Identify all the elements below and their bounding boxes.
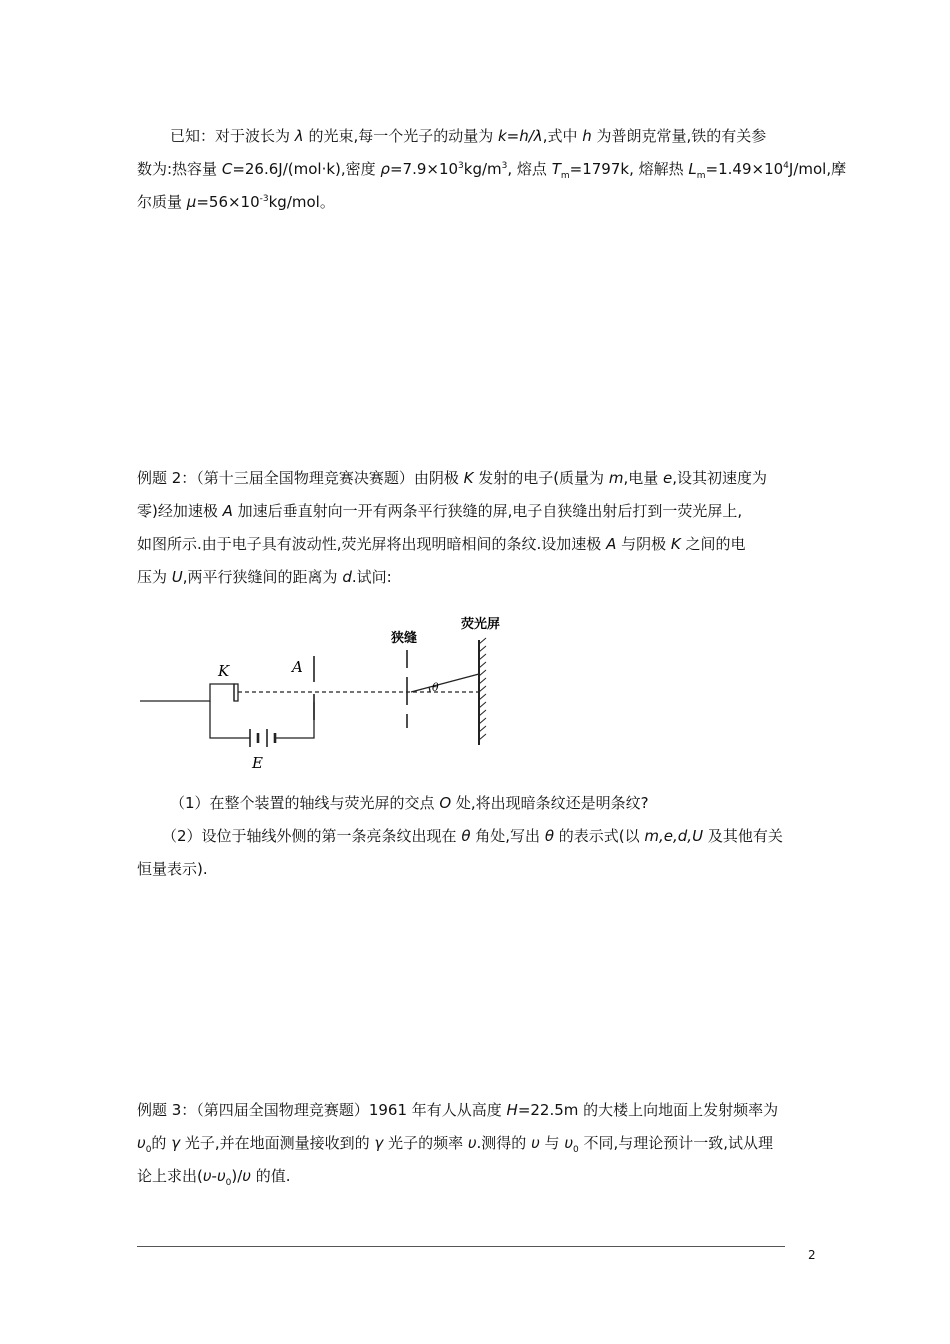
superscript: 3 [501,161,508,171]
text-run: ,电量 [623,469,663,487]
example2-line-2 [137,495,817,528]
text-run: 如图所示.由于电子具有波动性,荧光屏将出现明暗相间的条纹.设加速极 [137,535,607,553]
symbols-m-e-d-U: m,e,d,U [644,827,704,845]
circuit-wire-left [210,701,250,738]
example2-line-3 [137,528,817,561]
theta-arc [429,687,430,692]
text-run: 已知：对于波长为 [170,127,295,145]
text-run: - [211,1167,217,1185]
symbol-mu: μ [186,193,197,211]
label-slit: 狭缝 [391,631,418,646]
example3-line-3 [137,1160,817,1193]
text-run: 的 [151,1134,172,1152]
superscript: -3 [259,194,269,204]
text-run: 的光束,每一个光子的动量为 [303,127,498,145]
text-run: 及其他有关 [703,827,783,845]
example2-line-4 [137,561,817,594]
symbol-lambda: λ [294,127,304,145]
text-run: =56×10 [196,193,260,211]
symbol-e: e [663,469,673,487]
symbol-A: A [606,535,617,553]
symbol-K: K [463,469,474,487]
given-line-2 [137,153,847,186]
label-A: A [292,658,303,676]
text-run: 发射的电子(质量为 [473,469,609,487]
example-3-paragraph [137,1094,817,1193]
symbol-m: m [608,469,624,487]
symbol-upsilon: υ [216,1167,226,1185]
text-run: 恒量表示). [137,860,208,878]
text-run: 角处,写出 [470,827,545,845]
symbol-O: O [439,794,452,812]
text-run: 论上求出( [137,1167,203,1185]
circuit-wire-right [275,702,314,738]
text-run: 不同,与理论预计一致,试从理 [578,1134,774,1152]
text-run: J/mol,摩 [788,160,847,178]
symbol-theta: θ [461,827,471,845]
symbol-A: A [222,502,233,520]
text-run: =1797k, 熔解热 [569,160,689,178]
text-run: 例题 2：（第十三届全国物理竞赛决赛题）由阴极 [137,469,464,487]
symbol-H: H [506,1101,518,1119]
label-fluorescent-screen: 荧光屏 [461,617,501,632]
symbol-C: C [221,160,233,178]
symbol-U: U [171,568,183,586]
text-run: kg/mol。 [268,193,335,211]
text-run: .试问: [351,568,392,586]
example2-line-1 [137,462,817,495]
text-run: 与阴极 [616,535,671,553]
symbol-T: T [551,160,561,178]
example3-line-2 [137,1127,817,1160]
text-run: 例题 3：（第四届全国物理竞赛题）1961 年有人从高度 [137,1101,507,1119]
given-line-3 [137,186,817,219]
text-run: 光子,并在地面测量接收到的 [180,1134,375,1152]
question-2-line-1 [137,820,817,853]
subscript: 0 [225,1178,232,1188]
symbol-upsilon: υ [467,1134,477,1152]
cathode-tip [234,684,238,701]
text-run: =1.49×10 [705,160,784,178]
text-run: 之间的电 [680,535,746,553]
text-run: 光子的频率 [383,1134,468,1152]
text-run: .测得的 [476,1134,532,1152]
example-2-paragraph [137,462,817,594]
formula-momentum: k=h/λ [497,127,543,145]
symbol-h: h [582,127,592,145]
text-run: )/ [231,1167,243,1185]
subscript: m [696,171,706,181]
text-run: =22.5m 的大楼上向地面上发射频率为 [517,1101,779,1119]
cathode-lead [140,684,234,701]
symbol-upsilon: υ [242,1167,251,1185]
text-run: =7.9×10 [389,160,459,178]
symbol-theta: θ [544,827,555,845]
text-run: 数为:热容量 [137,160,222,178]
label-K: K [218,662,230,680]
given-constants-paragraph [137,120,847,219]
text-run: 的值. [250,1167,291,1185]
text-run: ,式中 [542,127,583,145]
diffraction-ray [411,674,479,692]
text-run: 处,将出现暗条纹还是明条纹? [451,794,649,812]
double-slit-apparatus-figure [130,610,530,780]
text-run: （1）在整个装置的轴线与荧光屏的交点 [170,794,440,812]
text-run: 的表示式(以 [554,827,645,845]
example3-line-1 [137,1094,817,1127]
label-theta: θ [432,681,439,694]
symbol-upsilon: υ [202,1167,212,1185]
subscript: 0 [573,1145,579,1155]
symbol-d: d [342,568,352,586]
given-line-1 [137,120,817,153]
question-2-line-2 [137,853,817,886]
text-run: ,设其初速度为 [672,469,768,487]
symbol-upsilon: υ [137,1134,146,1152]
symbol-gamma: γ [171,1134,181,1152]
text-run: 压为 [137,568,172,586]
symbol-gamma: γ [374,1134,384,1152]
subscript: 0 [145,1145,152,1155]
screen-hatching [479,638,486,740]
symbol-L: L [688,160,697,178]
question-1 [137,787,817,820]
text-run: （2）设位于轴线外侧的第一条亮条纹出现在 [162,827,462,845]
text-run: =26.6J/(mol·k),密度 [232,160,381,178]
page-number: 2 [808,1248,816,1262]
superscript: 4 [783,161,789,171]
subscript: m [560,171,570,181]
symbol-upsilon: υ [531,1134,540,1152]
text-run: 尔质量 [137,193,187,211]
text-run: 与 [539,1134,565,1152]
symbol-K: K [670,535,681,553]
symbol-rho: ρ [380,160,390,178]
text-run: 为普朗克常量,铁的有关参 [591,127,767,145]
text-run: kg/m [463,160,502,178]
text-run: , 熔点 [507,160,552,178]
text-run: ,两平行狭缝间的距离为 [182,568,343,586]
symbol-upsilon: υ [564,1134,573,1152]
questions-paragraph [137,787,817,886]
text-run: 零)经加速极 [137,502,223,520]
label-E: E [252,754,263,772]
superscript: 3 [458,161,464,171]
footer-rule [137,1246,785,1247]
text-run: 加速后垂直射向一开有两条平行狭缝的屏,电子自狭缝出射后打到一荧光屏上, [232,502,743,520]
